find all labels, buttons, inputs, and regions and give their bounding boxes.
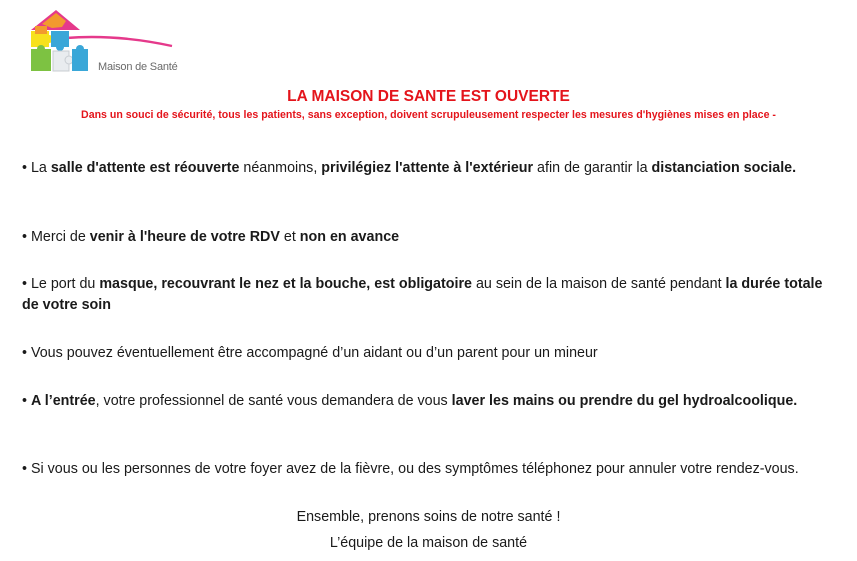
signature: L’équipe de la maison de santé [329, 535, 528, 551]
list-item: • Si vous ou les personnes de votre foyer avez de la fièvre, ou des symptômes téléphonez pour annuler votre rendez-vous. [22, 461, 799, 477]
list-item: • Merci de venir à l'heure de votre RDV et non en avance [22, 229, 400, 245]
closing-message: Ensemble, prenons soins de notre santé ! [296, 509, 561, 525]
page-title: LA MAISON DE SANTE EST OUVERTE [287, 88, 570, 105]
list-item: • Vous pouvez éventuellement être accompagné d’un aidant ou d’un parent pour un mineur [22, 345, 598, 361]
maison-de-sante-logo [22, 4, 180, 84]
list-item: • A l’entrée, votre professionnel de santé vous demandera de vous laver les mains ou prendre du gel hydroalcoolique. [22, 393, 798, 409]
list-item: • La salle d'attente est réouverte néanmoins, privilégiez l'attente à l'extérieur afin de garantir la distanciation sociale. [22, 160, 797, 176]
page-subtitle: Dans un souci de sécurité, tous les patients, sans exception, doivent scrupuleusement respecter les mesures d'hygiènes mises en place - [81, 109, 776, 121]
logo-text: Maison de Santé [98, 61, 178, 73]
list-item: • Le port du masque, recouvrant le nez et la bouche, est obligatoire au sein de la maison de santé pendant la durée totale de votre soin [22, 276, 823, 313]
